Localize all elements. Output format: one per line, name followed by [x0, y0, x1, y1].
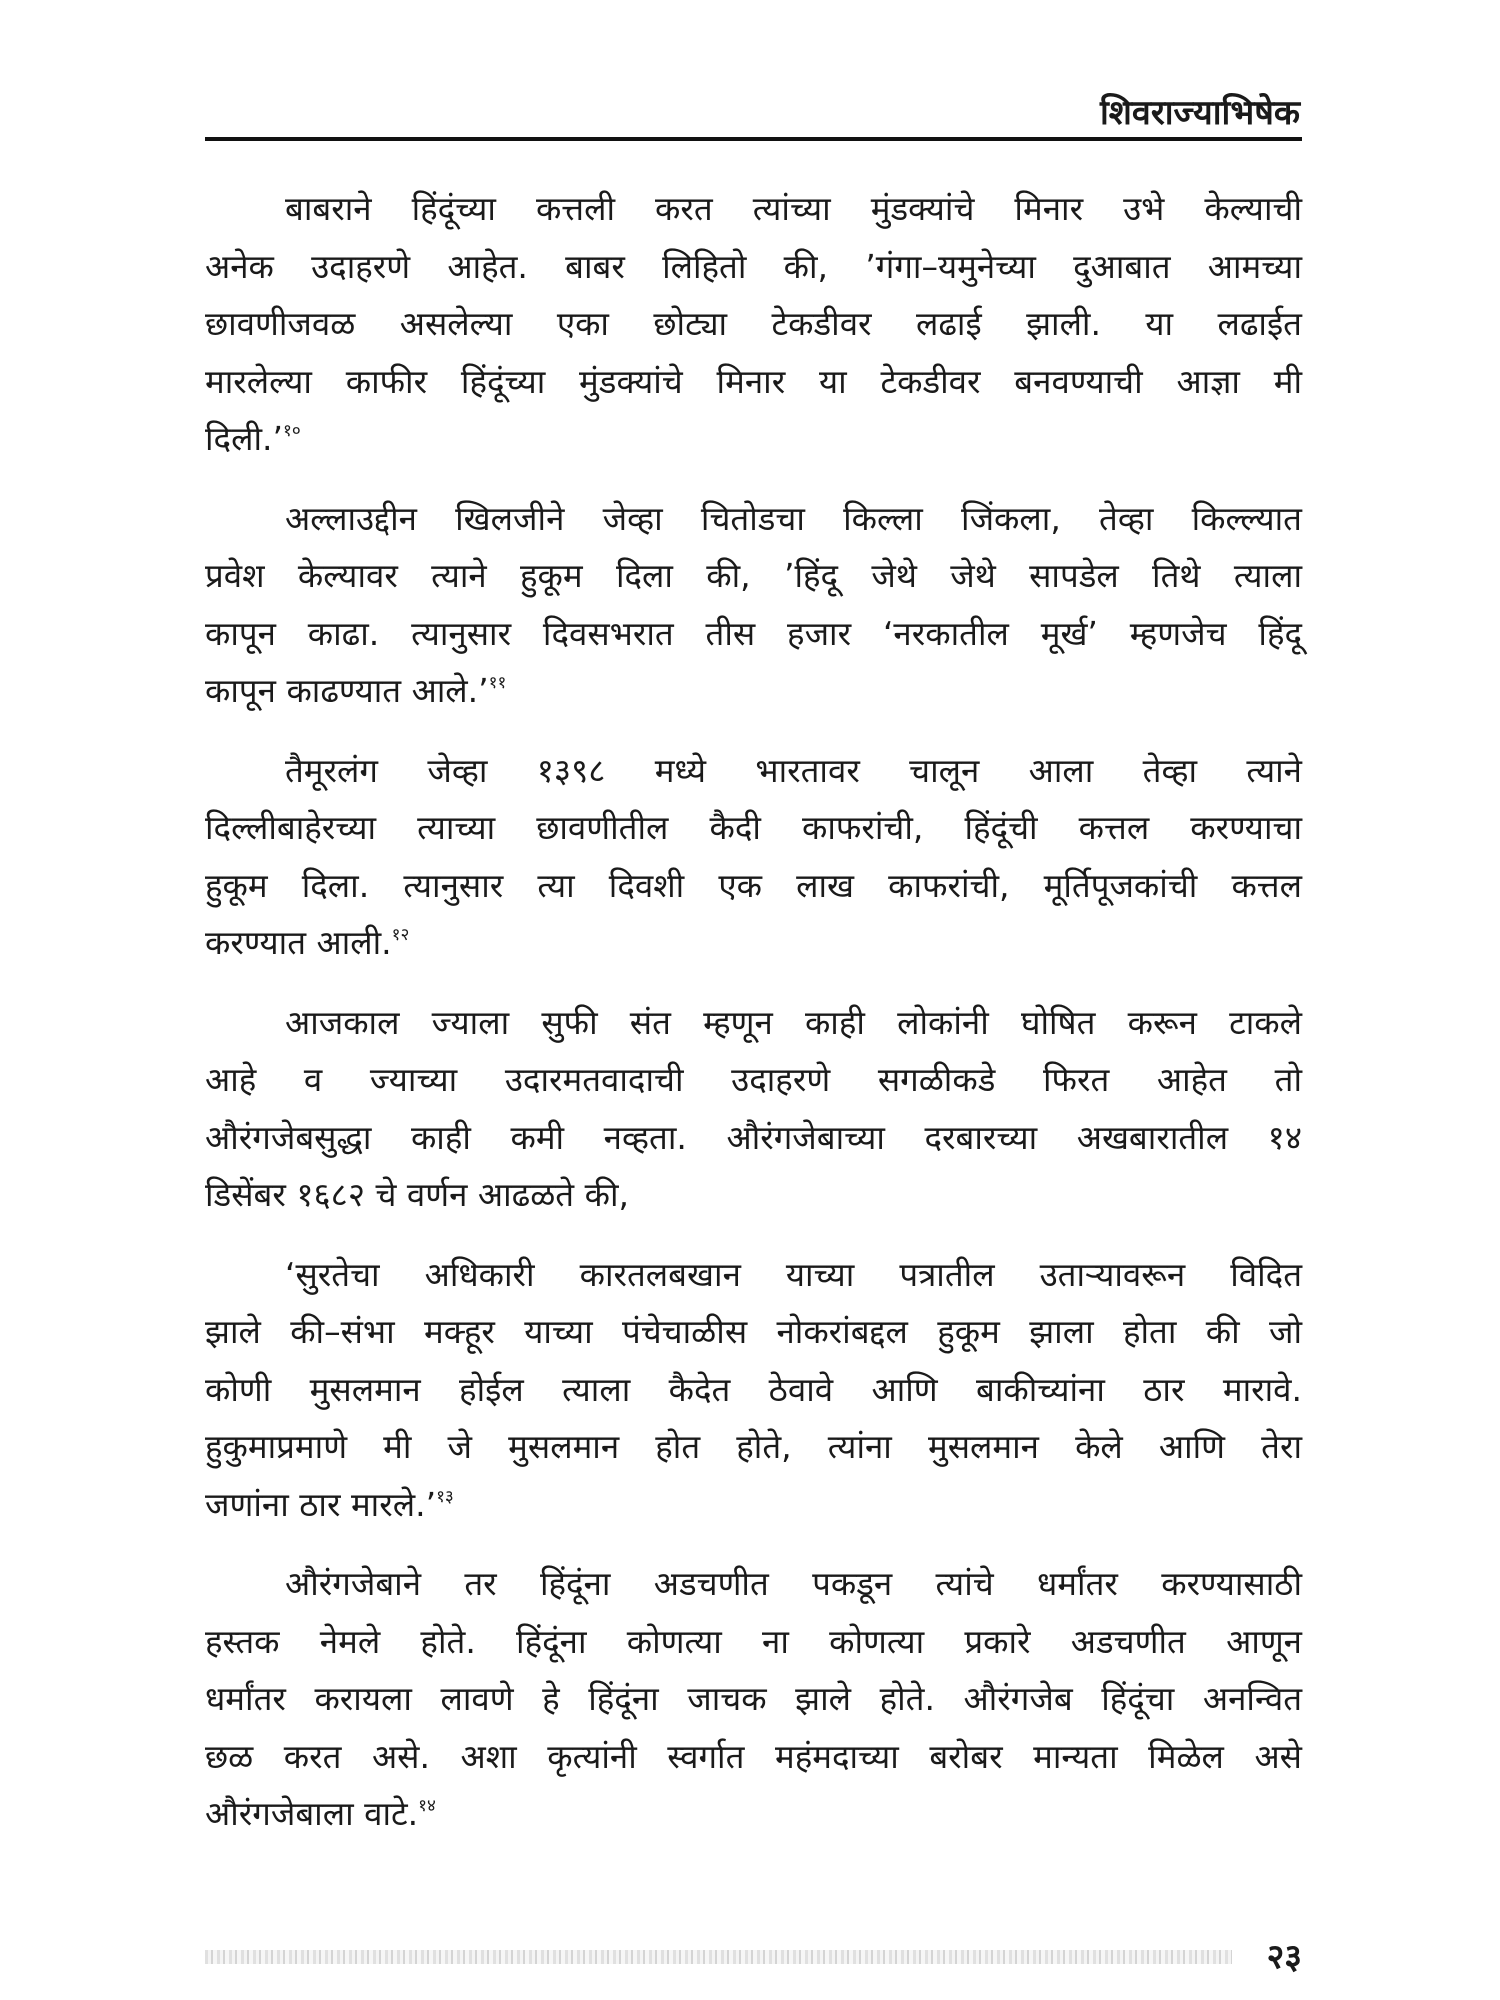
page-footer: [205, 1932, 1302, 1982]
footnote-marker: १३: [436, 1486, 454, 1507]
footnote-marker: १२: [391, 925, 410, 945]
text-line: [205, 1246, 1302, 1304]
text-line: [205, 1670, 1302, 1728]
line-text: कापून काढा. त्यानुसार दिवसभरात तीस हजार ‘नरकातील मूर्ख’ म्हणजेच हिंदू: [205, 613, 1302, 653]
line-text: औरंगजेबाला वाटे.: [205, 1794, 419, 1833]
text-line: [205, 742, 1302, 800]
footnote-marker: १४: [418, 1796, 436, 1816]
paragraph: [205, 742, 1302, 972]
text-line: [205, 1476, 1302, 1534]
line-text: हस्तक नेमले होते. हिंदूंना कोणत्या ना कोणत्या प्रकारे अडचणीत आणून: [205, 1621, 1302, 1661]
line-text: दिली.’: [205, 419, 283, 458]
line-text: कापून काढण्यात आले.’: [205, 671, 489, 710]
line-text: करण्यात आली.: [205, 923, 392, 962]
header-rule: [205, 137, 1302, 141]
text-line: [205, 994, 1302, 1052]
text-line: [205, 1728, 1302, 1786]
line-text: जणांना ठार मारले.’: [205, 1484, 437, 1524]
line-text: आहे व ज्याच्या उदारमतवादाची उदाहरणे सगळीकडे फिरत आहेत तो: [205, 1060, 1302, 1099]
line-text: हुकुमाप्रमाणे मी जे मुसलमान होत होते, त्यांना मुसलमान केले आणि तेरा: [205, 1427, 1302, 1466]
line-text: औरंगजेबाने तर हिंदूंना अडचणीत पकडून त्यांचे धर्मांतर करण्यासाठी: [285, 1564, 1302, 1603]
scan-noise-band: [205, 1950, 1232, 1964]
text-line: [205, 353, 1302, 411]
text-line: [205, 180, 1302, 238]
text-line: [205, 1613, 1302, 1671]
text-line: [205, 490, 1302, 548]
page-body: [205, 180, 1302, 1865]
text-line: [205, 1051, 1302, 1109]
text-line: [205, 662, 1302, 720]
line-text: आजकाल ज्याला सुफी संत म्हणून काही लोकांनी घोषित करून टाकले: [285, 1002, 1302, 1042]
line-text: तैमूरलंग जेव्हा १३९८ मध्ये भारतावर चालून आला तेव्हा त्याने: [285, 750, 1302, 790]
line-text: ‘सुरतेचा अधिकारी कारतलबखान याच्या पत्रातील उताऱ्यावरून विदित: [285, 1254, 1302, 1294]
line-text: छावणीजवळ असलेल्या एका छोट्या टेकडीवर लढाई झाली. या लढाईत: [205, 304, 1302, 343]
text-line: [205, 799, 1302, 857]
text-line: [205, 547, 1302, 605]
line-text: अल्लाउद्दीन खिलजीने जेव्हा चितोडचा किल्ला जिंकला, तेव्हा किल्ल्यात: [285, 498, 1302, 538]
text-line: [205, 1785, 1302, 1843]
text-line: [205, 1418, 1302, 1476]
line-text: छळ करत असे. अशा कृत्यांनी स्वर्गात महंमदाच्या बरोबर मान्यता मिळेल असे: [205, 1736, 1302, 1776]
footnote-marker: ११: [488, 673, 507, 693]
line-text: डिसेंबर १६८२ चे वर्णन आढळते की,: [205, 1175, 629, 1214]
line-text: झाले की–संभा मक्हूर याच्या पंचेचाळीस नोकरांबद्दल हुकूम झाला होता की जो: [205, 1312, 1302, 1351]
paragraph: [205, 180, 1302, 468]
text-line: [205, 1166, 1302, 1224]
text-line: [205, 1109, 1302, 1167]
text-line: [205, 1555, 1302, 1613]
page-number: २३: [1266, 1937, 1302, 1977]
line-text: प्रवेश केल्यावर त्याने हुकूम दिला की, ’हिंदू जेथे जेथे सापडेल तिथे त्याला: [205, 556, 1302, 595]
line-text: हुकूम दिला. त्यानुसार त्या दिवशी एक लाख काफरांची, मूर्तिपूजकांची कत्तल: [205, 865, 1302, 905]
footnote-marker: १०: [282, 421, 301, 441]
running-head-title: शिवराज्याभिषेक: [1100, 93, 1300, 133]
line-text: धर्मांतर करायला लावणे हे हिंदूंना जाचक झाले होते. औरंगजेब हिंदूंचा अनन्वित: [205, 1679, 1302, 1718]
line-text: कोणी मुसलमान होईल त्याला कैदेत ठेवावे आणि बाकीच्यांना ठार मारावे.: [205, 1369, 1302, 1409]
line-text: दिल्लीबाहेरच्या त्याच्या छावणीतील कैदी काफरांची, हिंदूंची कत्तल करण्याचा: [205, 808, 1302, 847]
line-text: मारलेल्या काफीर हिंदूंच्या मुंडक्यांचे मिनार या टेकडीवर बनवण्याची आज्ञा मी: [205, 361, 1302, 401]
line-text: औरंगजेबसुद्धा काही कमी नव्हता. औरंगजेबाच्या दरबारच्या अखबारातील १४: [205, 1117, 1302, 1157]
text-line: [205, 1303, 1302, 1361]
text-line: [205, 410, 1302, 468]
line-text: बाबराने हिंदूंच्या कत्तली करत त्यांच्या मुंडक्यांचे मिनार उभे केल्याची: [285, 189, 1302, 228]
paragraph: [205, 994, 1302, 1224]
text-line: [205, 914, 1302, 972]
paragraph: [205, 1246, 1302, 1534]
text-line: [205, 857, 1302, 915]
line-text: अनेक उदाहरणे आहेत. बाबर लिहितो की, ’गंगा–यमुनेच्या दुआबात आमच्या: [205, 246, 1302, 286]
paragraph: [205, 490, 1302, 720]
paragraph: [205, 1555, 1302, 1843]
text-line: [205, 605, 1302, 663]
text-line: [205, 238, 1302, 296]
text-line: [205, 295, 1302, 353]
text-line: [205, 1361, 1302, 1419]
